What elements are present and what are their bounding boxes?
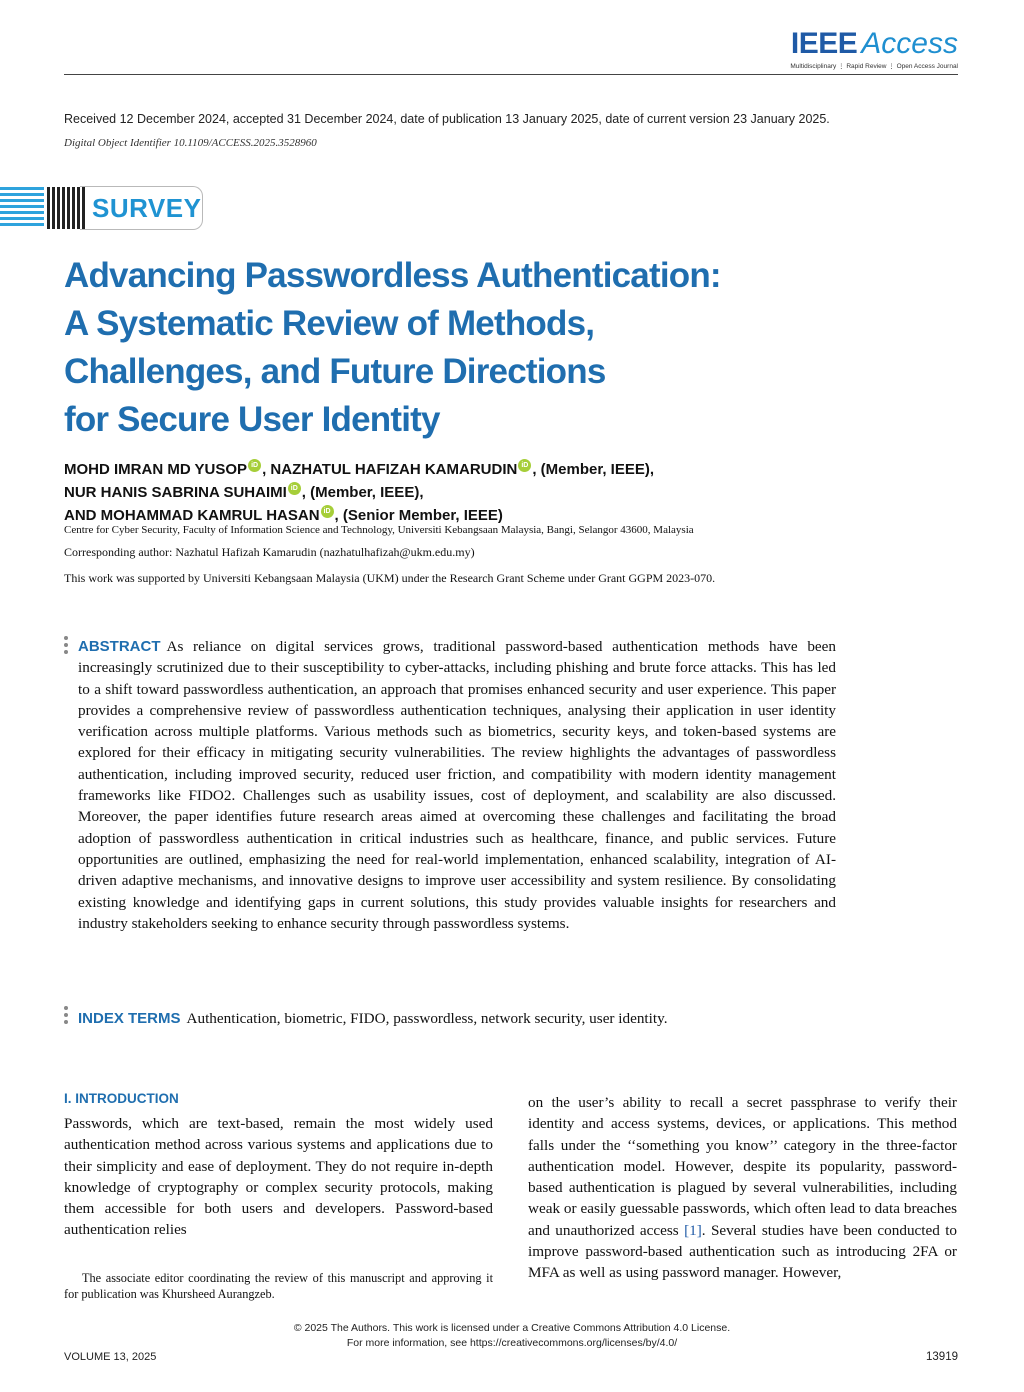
intro-left-column: Passwords, which are text-based, remain the most widely used authentication method across various systems and applications due to their simplicity and ease of deployment. They do not require in-depth knowledge of cryptography or complex security protocols, making them accessible for both users and developers. Password-based authentication relies [64, 1115, 493, 1239]
index-terms-dots-decoration [64, 1006, 68, 1027]
orcid-icon[interactable]: iD [288, 482, 301, 495]
affiliation: Centre for Cyber Security, Faculty of Information Science and Technology, Universiti Kebangsaan Malaysia, Bangi, Selangor 43600, Malaysia [64, 524, 694, 536]
abstract-text: As reliance on digital services grows, traditional password-based authentication methods have been increasingly scrutinized due to their susceptibility to cyber-attacks, including phishing and brute force attacks. This has led to a shift toward passwordless authentication, an approach that promises enhanced security and user experience. This paper provides a comprehensive review of passwordless authentication techniques, analysing their application in user identity verification across multiple platforms. Various methods such as biometrics, security keys, and token-based systems are explored for their efficacy in mitigating security vulnerabilities. The review highlights the advantages of passwordless authentication, including improved security, reduced user friction, and compatibility with modern identity management frameworks like FIDO2. Challenges such as usability issues, cost of deployment, and scalability are also discussed. Moreover, the paper identifies future research areas aimed at overcoming these challenges and facilitating the broad adoption of passwordless authentication in critical industries such as healthcare, finance, and public services. Future opportunities are outlined, emphasizing the need for real-world implementation, enhanced scalability, integration of AI-driven adaptive mechanisms, and innovative designs to improve user accessibility and system resilience. By consolidating existing knowledge and identifying gaps in current solutions, this study provides valuable insights for researchers and industry stakeholders seeking to enhance security through passwordless systems. [78, 638, 836, 932]
doi: Digital Object Identifier 10.1109/ACCESS.2025.3528960 [64, 137, 317, 149]
orcid-icon[interactable]: iD [518, 459, 531, 472]
section-heading: I. INTRODUCTION [64, 1091, 179, 1106]
author-role: , (Member, IEEE), [301, 484, 424, 501]
license-line: © 2025 The Authors. This work is licensed under a Creative Commons Attribution 4.0 License. [293, 1322, 731, 1334]
index-terms [78, 1008, 878, 1029]
abstract-dots-decoration [64, 636, 68, 657]
article-type-label: SURVEY [92, 193, 202, 223]
author-role: , (Senior Member, IEEE) [334, 507, 503, 524]
intro-paragraph: . Several studies have been conducted to improve password-based authentication such as introducing 2FA or MFA as well as using password manager. However, [528, 1221, 958, 1282]
license-link[interactable]: For more information, see https://creativecommons.org/licenses/by/4.0/ [346, 1337, 678, 1349]
author-name: AND MOHAMMAD KAMRUL HASAN [64, 507, 320, 524]
index-terms-label: INDEX TERMS [78, 1010, 181, 1027]
abstract [78, 636, 836, 934]
orcid-icon[interactable]: iD [248, 459, 261, 472]
citation-link[interactable]: [1] [684, 1221, 702, 1239]
orcid-icon[interactable]: iD [321, 505, 334, 518]
index-terms-text: Authentication, biometric, FIDO, passwordless, network security, user identity. [186, 1010, 668, 1027]
author-name: NAZHATUL HAFIZAH KAMARUDIN [270, 461, 518, 478]
title-line: A Systematic Review of Methods, [64, 304, 595, 343]
funding-statement: This work was supported by Universiti Kebangsaan Malaysia (UKM) under the Research Grant Scheme under Grant GGPM 2023-070. [64, 571, 716, 585]
author-role: , (Member, IEEE), [532, 461, 655, 478]
title-line: for Secure User Identity [64, 400, 440, 439]
logo-ieee-text: IEEE [790, 27, 858, 60]
journal-logo [788, 28, 958, 70]
header-divider [64, 74, 958, 75]
author-name: NUR HANIS SABRINA SUHAIMI [64, 484, 287, 501]
volume-label: VOLUME 13, 2025 [64, 1351, 157, 1363]
publication-dates: Received 12 December 2024, accepted 31 December 2024, date of publication 13 January 2025, date of current version 23 January 2025. [64, 112, 830, 126]
title-line: Challenges, and Future Directions [64, 352, 606, 391]
intro-right-column [528, 1092, 957, 1284]
author-name: MOHD IMRAN MD YUSOP [64, 461, 248, 478]
corresponding-author: Corresponding author: Nazhatul Hafizah Kamarudin (nazhatulhafizah@ukm.edu.my) [64, 545, 475, 559]
abstract-label: ABSTRACT [78, 638, 161, 655]
logo-access-text: Access [861, 27, 958, 60]
author-list: MOHD IMRAN MD YUSOP iD , NAZHATUL HAFIZAH KAMARUDIN iD , (Member, IEEE), NUR HANIS SABRINA SUHAIMI iD , (Member, IEEE), AND MOHAMMAD KAMRUL HASAN iD , (Senior Member, IEEE) [64, 461, 655, 524]
title-line: Advancing Passwordless Authentication: [64, 256, 721, 295]
survey-stripes-decoration [0, 187, 44, 229]
editor-footnote: The associate editor coordinating the review of this manuscript and approving it for publication was Khursheed Aurangzeb. [64, 1271, 493, 1301]
intro-paragraph: on the user’s ability to recall a secret passphrase to verify their identity and access systems, devices, or applications. This method falls under the ‘‘something you know’’ category in the three-factor authentication model. However, despite its popularity, password-based authentication is plagued by several vulnerabilities, including weak or easily guessable passwords, which often lead to data breaches and unauthorized access [528, 1094, 957, 1239]
paper-title [64, 252, 764, 444]
logo-tagline: Multidisciplinary ⋮ Rapid Review ⋮ Open Access Journal [790, 63, 958, 70]
page-number: 13919 [926, 1351, 958, 1363]
